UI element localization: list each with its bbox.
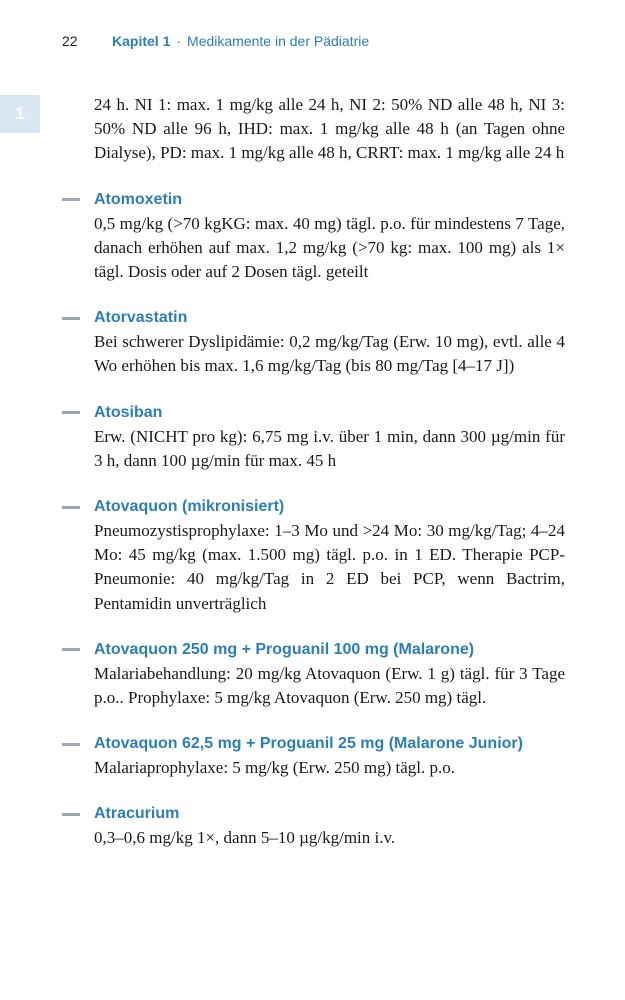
drug-name: Atracurium <box>94 805 180 823</box>
dash-marker <box>62 743 80 746</box>
drug-name: Atovaquon (mikronisiert) <box>94 498 285 516</box>
header-separator: · <box>176 33 182 49</box>
drug-entry <box>62 306 565 378</box>
drug-entry <box>62 638 565 710</box>
drug-entry <box>62 495 565 616</box>
dash-marker <box>62 813 80 816</box>
dash-marker <box>62 648 80 651</box>
dosage-text: Bei schwerer Dyslipidämie: 0,2 mg/kg/Tag (Erw. 10 mg), evtl. alle 4 Wo erhöhen bis max. 1,6 mg/kg/Tag (bis 80 mg/Tag [4–17 J]) <box>94 332 565 376</box>
dosage-text: 0,3–0,6 mg/kg 1×, dann 5–10 µg/kg/min i.v. <box>94 828 396 848</box>
dash-marker <box>62 317 80 320</box>
page-number: 22 <box>62 33 78 49</box>
drug-name: Atomoxetin <box>94 190 182 208</box>
page-content <box>62 93 565 851</box>
dosage-text: Erw. (NICHT pro kg): 6,75 mg i.v. über 1 min, dann 300 µg/min für 3 h, dann 100 µg/min für max. 45 h <box>94 426 565 470</box>
chapter-tab: 1 <box>0 95 40 133</box>
dosage-text: Malariaprophylaxe: 5 mg/kg (Erw. 250 mg) tägl. p.o. <box>94 758 456 778</box>
chapter-title: Medikamente in der Pädiatrie <box>187 33 370 49</box>
continued-text: 24 h. NI 1: max. 1 mg/kg alle 24 h, NI 2: 50% ND alle 48 h, NI 3: 50% ND alle 96 h, IHD: max. 1 mg/kg alle 48 h (an Tagen ohne Dialyse), PD: max. 1 mg/kg alle 48 h, CRRT: max. 1 mg/kg alle 24 h <box>94 95 565 163</box>
dash-marker <box>62 198 80 201</box>
drug-name: Atosiban <box>94 403 163 421</box>
dash-marker <box>62 506 80 509</box>
dash-marker <box>62 411 80 414</box>
chapter-label: Kapitel 1 <box>112 33 171 49</box>
drug-entry <box>62 802 565 850</box>
entry-heading <box>62 638 565 662</box>
dosage-text: Pneumozystisprophylaxe: 1–3 Mo und >24 Mo: 30 mg/kg/Tag; 4–24 Mo: 45 mg/kg (max. 1.500 mg) tägl. p.o. in 1 ED. Therapie PCP-Pneumonie: 40 mg/kg/Tag in 2 ED bei PCP, wenn Bactrim, Pentamidin unverträglich <box>94 521 565 613</box>
dosage-text: Malariabehandlung: 20 mg/kg Atovaquon (Erw. 1 g) tägl. für 3 Tage p.o.. Prophylaxe: 5 mg/kg Atovaquon (Erw. 250 mg) tägl. <box>94 663 565 708</box>
entry-heading <box>62 188 565 212</box>
drug-entry <box>62 732 565 780</box>
drug-name: Atovaquon 250 mg + Proguanil 100 mg (Malarone) <box>94 640 475 658</box>
entry-heading <box>62 732 565 756</box>
drug-entry <box>62 188 565 285</box>
entry-heading <box>62 495 565 519</box>
drug-name: Atorvastatin <box>94 309 188 327</box>
running-head <box>62 33 369 49</box>
drug-entry <box>62 401 565 473</box>
entry-heading <box>62 401 565 425</box>
entry-heading <box>62 306 565 330</box>
entry-heading <box>62 802 565 826</box>
drug-name: Atovaquon 62,5 mg + Proguanil 25 mg (Malarone Junior) <box>94 735 523 753</box>
dosage-text: 0,5 mg/kg (>70 kgKG: max. 40 mg) tägl. p.o. für mindestens 7 Tage, danach erhöhen auf max. 1,2 mg/kg (>70 kg: max. 100 mg) als 1× tägl. Dosis oder auf 2 Dosen tägl. geteilt <box>94 213 565 282</box>
